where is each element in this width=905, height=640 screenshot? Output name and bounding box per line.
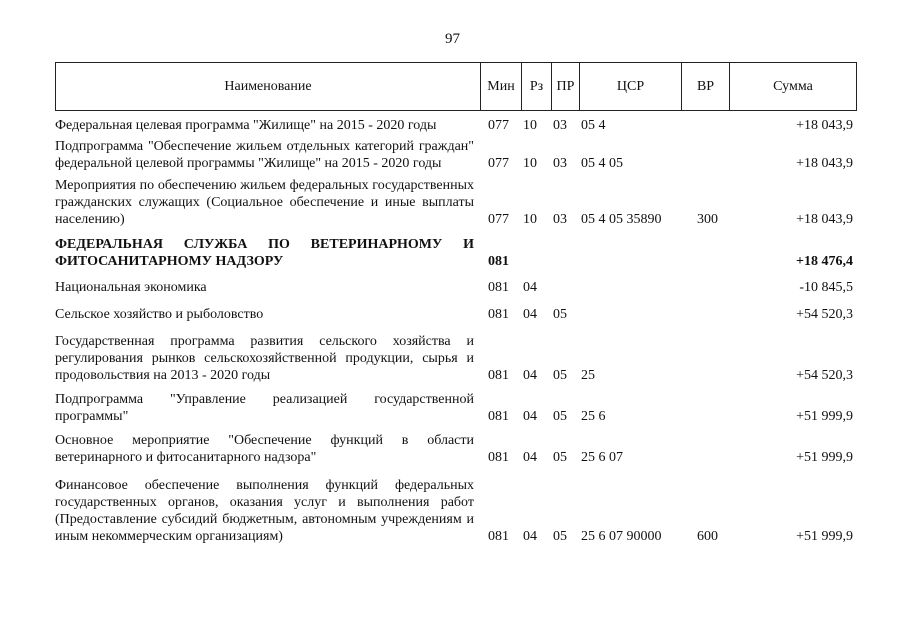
row-min: 081: [488, 368, 509, 383]
row-pr: 05: [553, 409, 567, 424]
row-name: Сельское хозяйство и рыболовство: [55, 307, 264, 322]
table-row: [55, 432, 857, 466]
row-rz: 10: [523, 118, 537, 133]
row-rz: 04: [523, 450, 537, 465]
row-csr: 05 4: [581, 118, 606, 133]
row-rz: 04: [523, 409, 537, 424]
row-name: Подпрограмма "Управление реализацией государственной программы": [55, 392, 474, 424]
header-csr: ЦСР: [579, 63, 681, 110]
row-name: Подпрограмма "Обеспечение жильем отдельных категорий граждан" федеральной целевой программы "Жилище" на 2015 - 2020 годы: [55, 139, 474, 171]
row-vr: 300: [697, 212, 718, 227]
row-min: 077: [488, 118, 509, 133]
table-row: [55, 333, 857, 384]
table-row: [55, 391, 857, 425]
row-rz: 10: [523, 212, 537, 227]
row-min: 081: [488, 409, 509, 424]
row-name: Государственная программа развития сельского хозяйства и регулирования рынков сельскохозяйственной продукции, сырья и продовольствия на 2013 - 2020 годы: [55, 334, 474, 383]
table-row: [55, 117, 857, 134]
row-name: Федеральная целевая программа "Жилище" на 2015 - 2020 годы: [55, 118, 437, 133]
row-csr: 25: [581, 368, 595, 383]
row-sum: +51 999,9: [796, 529, 853, 544]
row-pr: 05: [553, 450, 567, 465]
header-vr: ВР: [681, 63, 729, 110]
row-pr: 03: [553, 156, 567, 171]
row-sum: +18 043,9: [796, 118, 853, 133]
row-min: 081: [488, 529, 509, 544]
row-pr: 05: [553, 368, 567, 383]
row-name: Основное мероприятие "Обеспечение функций в области ветеринарного и фитосанитарного надзора": [55, 433, 474, 465]
header-rz: Рз: [521, 63, 551, 110]
row-min: 077: [488, 156, 509, 171]
row-sum: +51 999,9: [796, 409, 853, 424]
row-csr: 05 4 05 35890: [581, 212, 662, 227]
row-name: Национальная экономика: [55, 280, 207, 295]
row-vr: 600: [697, 529, 718, 544]
row-sum: +18 476,4: [796, 254, 853, 269]
table-row: [55, 477, 857, 545]
row-sum: +18 043,9: [796, 212, 853, 227]
row-sum: +54 520,3: [796, 307, 853, 322]
table-row: [55, 279, 857, 296]
row-min: 081: [488, 254, 509, 269]
header-name: Наименование: [224, 78, 312, 94]
row-name: Финансовое обеспечение выполнения функций федеральных государственных органов, оказания услуг и выполнения работ (Предоставление субсидий бюджетным, автономным учреждениям и иным некоммерческим организациям): [55, 478, 474, 544]
table-row: [55, 177, 857, 228]
row-min: 081: [488, 450, 509, 465]
row-rz: 04: [523, 529, 537, 544]
row-csr: 25 6: [581, 409, 606, 424]
row-min: 077: [488, 212, 509, 227]
row-csr: 25 6 07 90000: [581, 529, 662, 544]
table-row: [55, 306, 857, 323]
header-sum: Сумма: [729, 63, 856, 110]
table-row: [55, 138, 857, 172]
table-row: [55, 236, 857, 270]
row-csr: 05 4 05: [581, 156, 623, 171]
table-header: [55, 62, 857, 111]
row-pr: 05: [553, 307, 567, 322]
row-pr: 03: [553, 212, 567, 227]
row-pr: 05: [553, 529, 567, 544]
row-name: ФЕДЕРАЛЬНАЯ СЛУЖБА ПО ВЕТЕРИНАРНОМУ И ФИТОСАНИТАРНОМУ НАДЗОРУ: [55, 237, 474, 269]
row-rz: 04: [523, 368, 537, 383]
page-number: 97: [445, 31, 460, 47]
row-min: 081: [488, 280, 509, 295]
row-rz: 04: [523, 280, 537, 295]
row-sum: +54 520,3: [796, 368, 853, 383]
row-rz: 10: [523, 156, 537, 171]
row-sum: +51 999,9: [796, 450, 853, 465]
row-sum: -10 845,5: [799, 280, 853, 295]
table-body: [55, 111, 857, 545]
header-pr: ПР: [551, 63, 579, 110]
header-min: Мин: [480, 63, 521, 110]
row-name: Мероприятия по обеспечению жильем федеральных государственных гражданских служащих (Социальное обеспечение и иные выплаты населению): [55, 178, 474, 227]
row-sum: +18 043,9: [796, 156, 853, 171]
row-min: 081: [488, 307, 509, 322]
row-csr: 25 6 07: [581, 450, 623, 465]
row-pr: 03: [553, 118, 567, 133]
row-rz: 04: [523, 307, 537, 322]
